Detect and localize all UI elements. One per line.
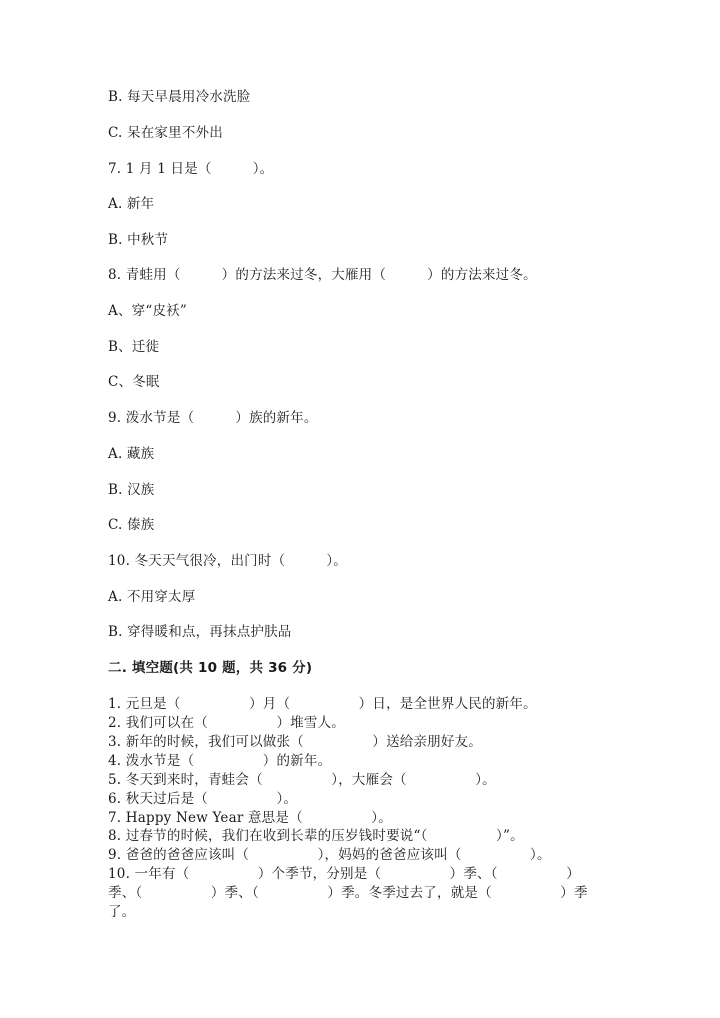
fill-question-10-cont: 季、（ ）季、（ ）季。冬季过去了，就是（ ）季: [108, 885, 588, 901]
fill-question-2: 2. 我们可以在（ ）堆雪人。: [108, 715, 345, 731]
option-6b: B. 每天早晨用冷水洗脸: [108, 89, 251, 105]
option-9a: A. 藏族: [108, 446, 155, 462]
option-7a: A. 新年: [108, 196, 155, 212]
fill-question-10: 10. 一年有（ ）个季节，分别是（ ）季、（ ）: [108, 866, 580, 882]
fill-question-4: 4. 泼水节是（ ）的新年。: [108, 753, 332, 769]
option-8b: B、迁徙: [108, 339, 160, 355]
option-10a: A. 不用穿太厚: [108, 589, 196, 605]
question-10: 10. 冬天天气很冷，出门时（ ）。: [108, 553, 348, 569]
fill-question-10-end: 了。: [108, 904, 136, 920]
question-7: 7. 1 月 1 日是（ ）。: [108, 161, 274, 177]
section-heading: 二. 填空题(共 10 题，共 36 分): [108, 660, 313, 676]
question-9: 9. 泼水节是（ ）族的新年。: [108, 410, 318, 426]
fill-question-9: 9. 爸爸的爸爸应该叫（ ），妈妈的爸爸应该叫（ ）。: [108, 847, 551, 863]
option-8a: A、穿“皮袄”: [108, 303, 187, 319]
option-9c: C. 傣族: [108, 517, 155, 533]
fill-question-7: 7. Happy New Year 意思是（ ）。: [108, 810, 392, 826]
fill-question-1: 1. 元旦是（ ）月（ ）日，是全世界人民的新年。: [108, 696, 537, 712]
option-9b: B. 汉族: [108, 482, 155, 498]
option-6c: C. 呆在家里不外出: [108, 125, 223, 141]
fill-question-3: 3. 新年的时候，我们可以做张（ ）送给亲朋好友。: [108, 734, 482, 750]
option-7b: B. 中秋节: [108, 232, 169, 248]
option-8c: C、冬眠: [108, 374, 160, 390]
option-10b: B. 穿得暖和点，再抹点护肤品: [108, 624, 292, 640]
fill-question-6: 6. 秋天过后是（ ）。: [108, 791, 298, 807]
question-8: 8. 青蛙用（ ）的方法来过冬，大雁用（ ）的方法来过冬。: [108, 267, 537, 283]
fill-question-8: 8. 过春节的时候，我们在收到长辈的压岁钱时要说“（ ）”。: [108, 828, 524, 844]
fill-question-5: 5. 冬天到来时，青蛙会（ ），大雁会（ ）。: [108, 772, 496, 788]
